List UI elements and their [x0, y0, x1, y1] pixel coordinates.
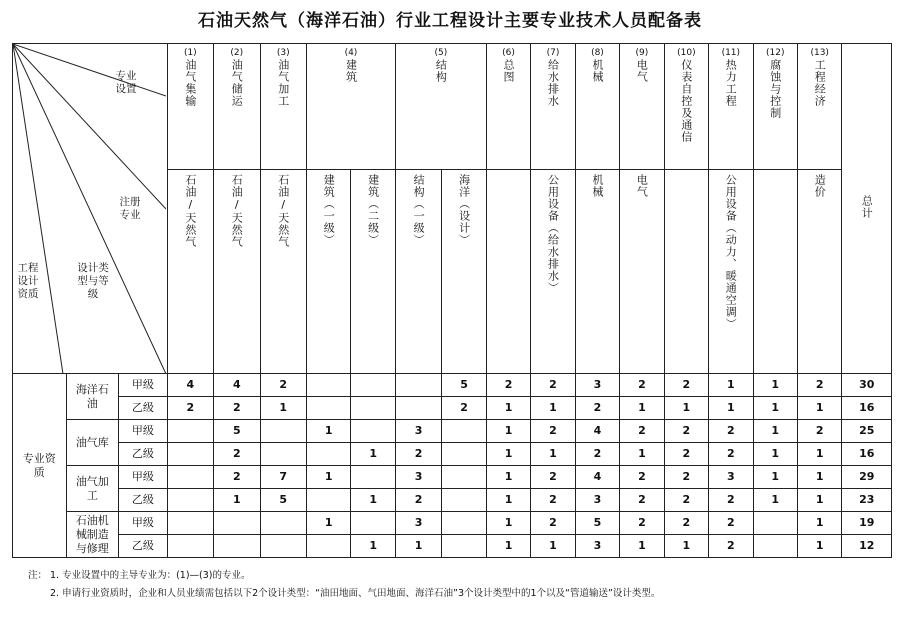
- specialty-header: [486, 44, 530, 170]
- value-cell: 3: [575, 535, 619, 558]
- specialty-name: 热力工程: [724, 59, 738, 107]
- specialty-name: 结构: [434, 59, 448, 83]
- specialty-header: [664, 44, 708, 170]
- value-cell: 2: [395, 443, 441, 466]
- value-cell: 1: [214, 489, 260, 512]
- value-cell: [442, 512, 486, 535]
- value-cell: 5: [260, 489, 306, 512]
- value-cell: 3: [395, 512, 441, 535]
- specialty-name: 腐蚀与控制: [768, 59, 782, 119]
- registered-specialty: [167, 170, 213, 374]
- value-cell: 2: [664, 420, 708, 443]
- notes-label: 注：: [28, 570, 48, 581]
- value-cell: 1: [486, 512, 530, 535]
- registered-specialty: [664, 170, 708, 374]
- value-cell: 4: [167, 374, 213, 397]
- registered-specialty-text: 机械: [590, 174, 604, 198]
- specialty-number: (2): [230, 48, 244, 58]
- value-cell: [306, 374, 350, 397]
- value-cell: 2: [531, 374, 575, 397]
- table-row: [13, 466, 892, 489]
- value-cell: [214, 512, 260, 535]
- specialty-number: (12): [766, 48, 785, 58]
- value-cell: 2: [709, 535, 753, 558]
- value-cell: 4: [575, 420, 619, 443]
- value-cell: 2: [664, 512, 708, 535]
- value-cell: 2: [620, 489, 664, 512]
- value-cell: 1: [753, 420, 797, 443]
- specialty-number: (6): [502, 48, 515, 58]
- value-cell: 2: [214, 397, 260, 420]
- grade-cell: 乙级: [119, 397, 168, 420]
- corner-header: [13, 44, 168, 374]
- specialty-number: (8): [591, 48, 604, 58]
- value-cell: 1: [753, 374, 797, 397]
- total-cell: 16: [842, 443, 892, 466]
- value-cell: 5: [575, 512, 619, 535]
- registered-specialty: [575, 170, 619, 374]
- registered-specialty: [214, 170, 260, 374]
- total-cell: 12: [842, 535, 892, 558]
- value-cell: 1: [531, 535, 575, 558]
- value-cell: 1: [797, 443, 841, 466]
- registered-specialty-text: 建筑（二级）: [366, 174, 380, 246]
- value-cell: 1: [260, 397, 306, 420]
- value-cell: [753, 512, 797, 535]
- value-cell: 1: [664, 535, 708, 558]
- category-cell: 石油机械制造与修理: [66, 512, 119, 558]
- specialty-name: 总图: [502, 59, 516, 83]
- value-cell: [167, 512, 213, 535]
- registered-specialty-text: 造价: [813, 174, 827, 198]
- value-cell: 1: [351, 535, 395, 558]
- specialty-name: 油气储运: [230, 59, 244, 107]
- value-cell: [395, 374, 441, 397]
- specialty-name: 工程经济: [813, 59, 827, 107]
- registered-specialty-text: 公用设备（给水排水）: [546, 174, 560, 294]
- value-cell: [442, 443, 486, 466]
- value-cell: 1: [486, 535, 530, 558]
- value-cell: [753, 535, 797, 558]
- registered-specialty: [709, 170, 753, 374]
- specialty-name: 电气: [635, 59, 649, 83]
- value-cell: [214, 535, 260, 558]
- notes: [28, 567, 660, 603]
- value-cell: [306, 443, 350, 466]
- grade-cell: 甲级: [119, 466, 168, 489]
- registered-specialty: [306, 170, 350, 374]
- table-row: [13, 374, 892, 397]
- value-cell: 7: [260, 466, 306, 489]
- value-cell: 1: [486, 443, 530, 466]
- specialty-number: (3): [276, 48, 290, 58]
- value-cell: 3: [575, 489, 619, 512]
- value-cell: 2: [531, 466, 575, 489]
- value-cell: 2: [260, 374, 306, 397]
- value-cell: 1: [797, 397, 841, 420]
- value-cell: 1: [797, 466, 841, 489]
- total-label: 总计: [860, 194, 874, 219]
- specialty-header: [167, 44, 213, 170]
- value-cell: 1: [797, 535, 841, 558]
- value-cell: 2: [709, 489, 753, 512]
- value-cell: 1: [753, 443, 797, 466]
- registered-specialty-text: 石油/天然气: [183, 174, 197, 248]
- value-cell: 2: [442, 397, 486, 420]
- value-cell: 2: [395, 489, 441, 512]
- specialty-header: [531, 44, 575, 170]
- value-cell: [306, 535, 350, 558]
- total-cell: 29: [842, 466, 892, 489]
- specialty-header: [753, 44, 797, 170]
- specialty-header: [620, 44, 664, 170]
- note-2: 2. 申请行业资质时，企业和人员业绩需包括以下2个设计类型：“油田地面、气田地面、海洋石油”3个设计类型中的1个以及“管道输送”设计类型。: [50, 588, 661, 599]
- specialty-name: 油气集输: [183, 59, 197, 107]
- registered-specialty: [797, 170, 841, 374]
- value-cell: 2: [709, 512, 753, 535]
- value-cell: 1: [620, 443, 664, 466]
- specialty-number: (11): [721, 48, 741, 58]
- value-cell: [442, 466, 486, 489]
- value-cell: 2: [620, 374, 664, 397]
- registered-specialty-text: 公用设备（动力、暖通空调）: [724, 174, 738, 330]
- value-cell: 2: [797, 374, 841, 397]
- total-cell: 30: [842, 374, 892, 397]
- specialty-header: [395, 44, 486, 170]
- value-cell: [167, 535, 213, 558]
- value-cell: [260, 420, 306, 443]
- specialty-number: (13): [810, 48, 829, 58]
- corner-specialty-setting: 专业设置: [115, 70, 137, 95]
- staffing-table: [12, 43, 892, 558]
- grade-cell: 乙级: [119, 443, 168, 466]
- value-cell: 2: [531, 420, 575, 443]
- specialty-name: 建筑: [344, 59, 358, 83]
- value-cell: 1: [306, 512, 350, 535]
- value-cell: 4: [575, 466, 619, 489]
- value-cell: 2: [167, 397, 213, 420]
- value-cell: 2: [797, 420, 841, 443]
- value-cell: 4: [214, 374, 260, 397]
- value-cell: 2: [214, 443, 260, 466]
- specialty-name: 机械: [590, 59, 604, 83]
- value-cell: 1: [351, 489, 395, 512]
- registered-specialty-text: 建筑（一级）: [322, 174, 336, 246]
- registered-specialty: [442, 170, 486, 374]
- value-cell: [351, 466, 395, 489]
- grade-cell: 乙级: [119, 535, 168, 558]
- specialty-name: 给水排水: [546, 59, 560, 107]
- value-cell: [395, 397, 441, 420]
- value-cell: [351, 420, 395, 443]
- note-1: 1. 专业设置中的主导专业为：(1)—(3)的专业。: [50, 570, 251, 581]
- value-cell: 1: [531, 397, 575, 420]
- total-cell: 25: [842, 420, 892, 443]
- value-cell: 1: [620, 535, 664, 558]
- registered-specialty: [395, 170, 441, 374]
- value-cell: 2: [620, 466, 664, 489]
- specialty-name: 油气加工: [276, 59, 290, 107]
- registered-specialty-text: 石油/天然气: [230, 174, 244, 248]
- value-cell: 1: [306, 420, 350, 443]
- specialty-number: (5): [434, 48, 448, 58]
- table-row: [13, 489, 892, 512]
- value-cell: 5: [214, 420, 260, 443]
- value-cell: [167, 443, 213, 466]
- registered-specialty: [531, 170, 575, 374]
- specialty-number: (10): [677, 48, 696, 58]
- specialty-number: (4): [344, 48, 358, 58]
- grade-cell: 甲级: [119, 374, 168, 397]
- grade-cell: 乙级: [119, 489, 168, 512]
- diagonal-lines: [13, 44, 166, 374]
- value-cell: 1: [797, 512, 841, 535]
- corner-registered-specialty: 注册专业: [119, 196, 141, 221]
- specialty-header: [306, 44, 395, 170]
- total-cell: 16: [842, 397, 892, 420]
- value-cell: [442, 420, 486, 443]
- value-cell: 3: [395, 466, 441, 489]
- category-cell: 海洋石油: [66, 374, 119, 420]
- value-cell: 2: [664, 489, 708, 512]
- registered-specialty: [620, 170, 664, 374]
- value-cell: 3: [709, 466, 753, 489]
- value-cell: [260, 512, 306, 535]
- value-cell: 1: [531, 443, 575, 466]
- value-cell: 3: [395, 420, 441, 443]
- value-cell: 1: [486, 489, 530, 512]
- value-cell: 3: [575, 374, 619, 397]
- value-cell: 2: [486, 374, 530, 397]
- specialty-number: (9): [635, 48, 649, 58]
- specialty-number: (7): [546, 48, 560, 58]
- value-cell: [167, 489, 213, 512]
- value-cell: [167, 420, 213, 443]
- specialty-header: [575, 44, 619, 170]
- value-cell: 2: [664, 374, 708, 397]
- table-row: [13, 512, 892, 535]
- table-row: [13, 535, 892, 558]
- value-cell: [260, 535, 306, 558]
- value-cell: 2: [664, 443, 708, 466]
- value-cell: [351, 512, 395, 535]
- specialty-header: [709, 44, 753, 170]
- value-cell: [260, 443, 306, 466]
- value-cell: [442, 535, 486, 558]
- value-cell: 1: [709, 397, 753, 420]
- registered-specialty-text: 结构（一级）: [412, 174, 426, 246]
- page-title: 石油天然气（海洋石油）行业工程设计主要专业技术人员配备表: [198, 11, 702, 31]
- value-cell: 1: [753, 489, 797, 512]
- value-cell: [167, 466, 213, 489]
- value-cell: 1: [306, 466, 350, 489]
- value-cell: 2: [575, 397, 619, 420]
- grade-cell: 甲级: [119, 420, 168, 443]
- corner-design-type: 设计类型与等级: [77, 262, 109, 300]
- value-cell: 2: [664, 466, 708, 489]
- value-cell: 1: [620, 397, 664, 420]
- value-cell: 2: [709, 443, 753, 466]
- specialty-header: [214, 44, 260, 170]
- specialty-header: [797, 44, 841, 170]
- value-cell: [351, 397, 395, 420]
- total-cell: 19: [842, 512, 892, 535]
- table-row: [13, 397, 892, 420]
- specialty-number: (1): [183, 48, 197, 58]
- registered-specialty-text: 海洋（设计）: [457, 174, 471, 246]
- value-cell: 1: [351, 443, 395, 466]
- table-row: [13, 420, 892, 443]
- value-cell: 1: [395, 535, 441, 558]
- category-cell: 油气库: [66, 420, 119, 466]
- value-cell: 5: [442, 374, 486, 397]
- value-cell: [306, 489, 350, 512]
- total-header: [842, 44, 892, 374]
- value-cell: 2: [531, 489, 575, 512]
- registered-specialty: [486, 170, 530, 374]
- category-cell: 油气加工: [66, 466, 119, 512]
- value-cell: 1: [486, 466, 530, 489]
- value-cell: 1: [486, 420, 530, 443]
- value-cell: [306, 397, 350, 420]
- specialty-name: 仪表自控及通信: [679, 59, 693, 143]
- registered-specialty: [753, 170, 797, 374]
- table-row: [13, 443, 892, 466]
- corner-qualification: 工程设计资质: [17, 262, 39, 300]
- value-cell: 1: [664, 397, 708, 420]
- registered-specialty: [260, 170, 306, 374]
- registered-specialty-text: 石油/天然气: [276, 174, 290, 248]
- value-cell: 1: [709, 374, 753, 397]
- value-cell: 1: [797, 489, 841, 512]
- qualification-cell: 专业资质: [13, 374, 67, 558]
- value-cell: 2: [620, 512, 664, 535]
- specialty-header: [260, 44, 306, 170]
- value-cell: [442, 489, 486, 512]
- value-cell: 2: [575, 443, 619, 466]
- value-cell: 2: [620, 420, 664, 443]
- value-cell: 1: [753, 397, 797, 420]
- registered-specialty-text: 电气: [635, 174, 649, 198]
- value-cell: 2: [531, 512, 575, 535]
- value-cell: 2: [214, 466, 260, 489]
- value-cell: 2: [709, 420, 753, 443]
- value-cell: 1: [753, 466, 797, 489]
- total-cell: 23: [842, 489, 892, 512]
- registered-specialty: [351, 170, 395, 374]
- value-cell: 1: [486, 397, 530, 420]
- value-cell: [351, 374, 395, 397]
- grade-cell: 甲级: [119, 512, 168, 535]
